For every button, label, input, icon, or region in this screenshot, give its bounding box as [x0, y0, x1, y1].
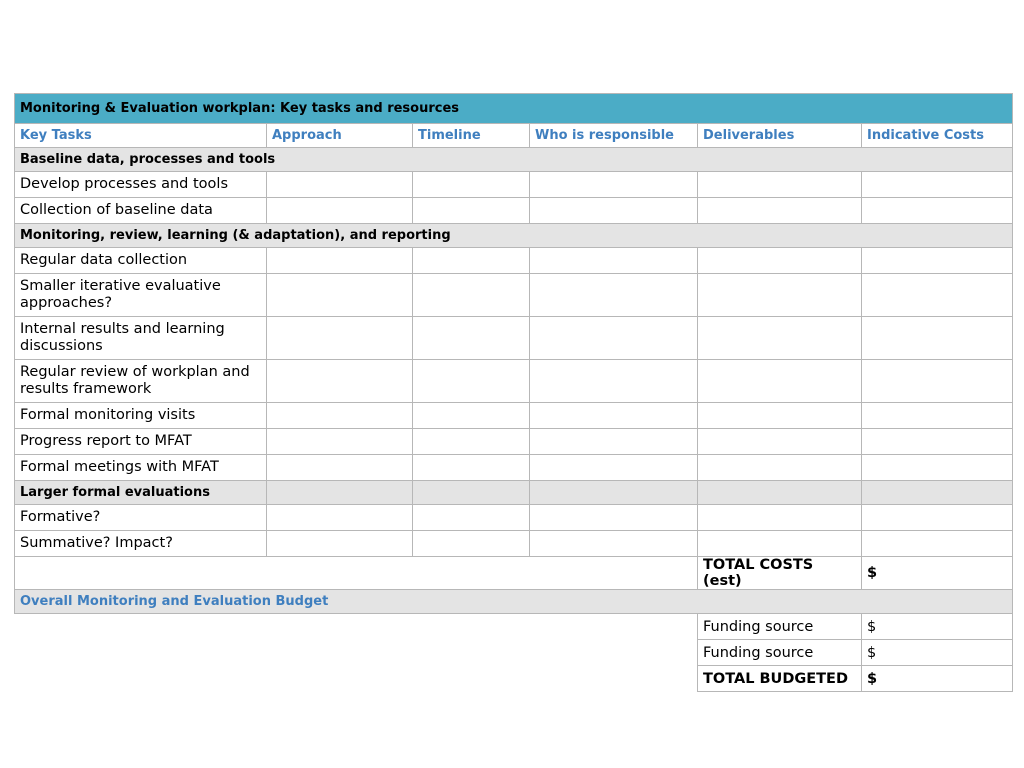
funding-spacer [15, 666, 698, 692]
responsible-cell[interactable] [530, 198, 698, 224]
section-heading: Monitoring, review, learning (& adaptation), and reporting [15, 224, 1013, 248]
costs-cell[interactable] [862, 531, 1013, 557]
timeline-cell[interactable] [413, 317, 530, 360]
task-row [15, 403, 1013, 429]
funding-source-label: Funding source [698, 640, 862, 666]
timeline-cell[interactable] [413, 248, 530, 274]
section-heading: Larger formal evaluations [15, 481, 267, 505]
approach-cell[interactable] [267, 455, 413, 481]
task-name: Smaller iterative evaluative approaches? [15, 274, 267, 317]
column-header-deliverables: Deliverables [698, 124, 862, 148]
deliverables-cell[interactable] [698, 531, 862, 557]
timeline-cell[interactable] [413, 198, 530, 224]
deliverables-cell[interactable] [698, 403, 862, 429]
total-costs-label: TOTAL COSTS (est) [698, 557, 862, 590]
timeline-cell[interactable] [413, 531, 530, 557]
responsible-cell[interactable] [530, 172, 698, 198]
task-name: Regular review of workplan and results framework [15, 360, 267, 403]
timeline-cell[interactable] [413, 172, 530, 198]
costs-cell[interactable] [862, 248, 1013, 274]
funding-source-value[interactable]: $ [862, 640, 1013, 666]
workplan-table [14, 93, 1013, 692]
section-cell [862, 481, 1013, 505]
approach-cell[interactable] [267, 360, 413, 403]
task-row [15, 360, 1013, 403]
task-name: Internal results and learning discussions [15, 317, 267, 360]
timeline-cell[interactable] [413, 429, 530, 455]
approach-cell[interactable] [267, 317, 413, 360]
responsible-cell[interactable] [530, 505, 698, 531]
deliverables-cell[interactable] [698, 248, 862, 274]
costs-cell[interactable] [862, 274, 1013, 317]
funding-row [15, 640, 1013, 666]
timeline-cell[interactable] [413, 274, 530, 317]
title-row [15, 94, 1013, 124]
total-costs-spacer [15, 557, 698, 590]
budget-heading: Overall Monitoring and Evaluation Budget [15, 590, 1013, 614]
timeline-cell[interactable] [413, 403, 530, 429]
responsible-cell[interactable] [530, 455, 698, 481]
costs-cell[interactable] [862, 360, 1013, 403]
header-row [15, 124, 1013, 148]
task-name: Develop processes and tools [15, 172, 267, 198]
approach-cell[interactable] [267, 505, 413, 531]
responsible-cell[interactable] [530, 248, 698, 274]
costs-cell[interactable] [862, 429, 1013, 455]
responsible-cell[interactable] [530, 403, 698, 429]
column-header-key-tasks: Key Tasks [15, 124, 267, 148]
timeline-cell[interactable] [413, 360, 530, 403]
funding-row [15, 614, 1013, 640]
task-name: Collection of baseline data [15, 198, 267, 224]
task-row [15, 274, 1013, 317]
section-row [15, 481, 1013, 505]
responsible-cell[interactable] [530, 429, 698, 455]
total-budgeted-label: TOTAL BUDGETED [698, 666, 862, 692]
task-row [15, 198, 1013, 224]
total-costs-row [15, 557, 1013, 590]
budget-heading-row [15, 590, 1013, 614]
costs-cell[interactable] [862, 198, 1013, 224]
task-name: Progress report to MFAT [15, 429, 267, 455]
deliverables-cell[interactable] [698, 172, 862, 198]
approach-cell[interactable] [267, 531, 413, 557]
task-name: Formative? [15, 505, 267, 531]
section-row [15, 224, 1013, 248]
task-row [15, 455, 1013, 481]
funding-spacer [15, 614, 698, 640]
section-heading: Baseline data, processes and tools [15, 148, 1013, 172]
table-title: Monitoring & Evaluation workplan: Key tasks and resources [15, 94, 1013, 124]
task-row [15, 429, 1013, 455]
section-cell [698, 481, 862, 505]
column-header-approach: Approach [267, 124, 413, 148]
approach-cell[interactable] [267, 403, 413, 429]
section-cell [530, 481, 698, 505]
responsible-cell[interactable] [530, 274, 698, 317]
section-row [15, 148, 1013, 172]
task-name: Summative? Impact? [15, 531, 267, 557]
task-row [15, 505, 1013, 531]
costs-cell[interactable] [862, 172, 1013, 198]
task-name: Formal monitoring visits [15, 403, 267, 429]
task-row [15, 531, 1013, 557]
total-budgeted-value[interactable]: $ [862, 666, 1013, 692]
approach-cell[interactable] [267, 429, 413, 455]
approach-cell[interactable] [267, 274, 413, 317]
deliverables-cell[interactable] [698, 455, 862, 481]
funding-source-value[interactable]: $ [862, 614, 1013, 640]
approach-cell[interactable] [267, 172, 413, 198]
costs-cell[interactable] [862, 505, 1013, 531]
task-row [15, 317, 1013, 360]
deliverables-cell[interactable] [698, 198, 862, 224]
deliverables-cell[interactable] [698, 429, 862, 455]
responsible-cell[interactable] [530, 360, 698, 403]
column-header-timeline: Timeline [413, 124, 530, 148]
deliverables-cell[interactable] [698, 360, 862, 403]
approach-cell[interactable] [267, 198, 413, 224]
funding-spacer [15, 640, 698, 666]
total-costs-value[interactable]: $ [862, 557, 1013, 590]
approach-cell[interactable] [267, 248, 413, 274]
section-cell [267, 481, 413, 505]
responsible-cell[interactable] [530, 317, 698, 360]
column-header-indicative-costs: Indicative Costs [862, 124, 1013, 148]
deliverables-cell[interactable] [698, 274, 862, 317]
deliverables-cell[interactable] [698, 505, 862, 531]
section-cell [413, 481, 530, 505]
task-name: Regular data collection [15, 248, 267, 274]
costs-cell[interactable] [862, 317, 1013, 360]
task-name: Formal meetings with MFAT [15, 455, 267, 481]
total-budgeted-row [15, 666, 1013, 692]
timeline-cell[interactable] [413, 455, 530, 481]
deliverables-cell[interactable] [698, 317, 862, 360]
task-row [15, 172, 1013, 198]
costs-cell[interactable] [862, 403, 1013, 429]
responsible-cell[interactable] [530, 531, 698, 557]
timeline-cell[interactable] [413, 505, 530, 531]
funding-source-label: Funding source [698, 614, 862, 640]
column-header-who-responsible: Who is responsible [530, 124, 698, 148]
costs-cell[interactable] [862, 455, 1013, 481]
task-row [15, 248, 1013, 274]
